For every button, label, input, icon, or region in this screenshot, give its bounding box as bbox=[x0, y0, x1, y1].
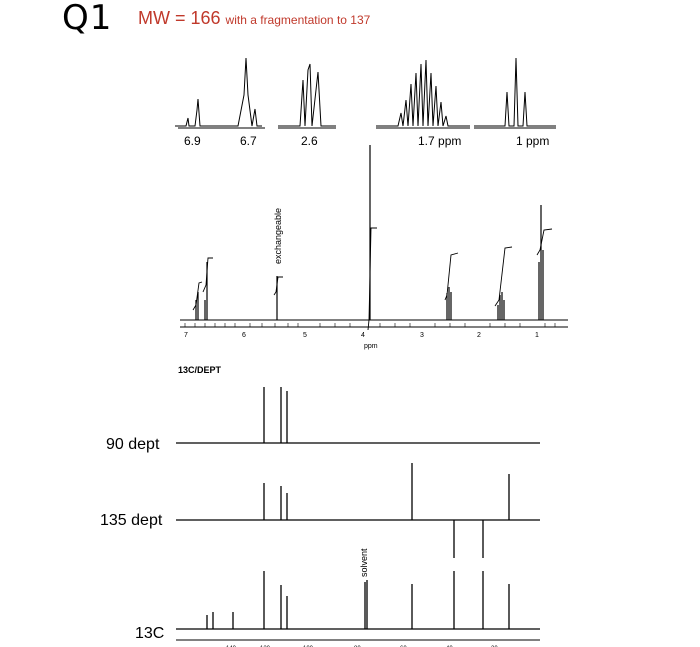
h-tick-3: 3 bbox=[420, 332, 424, 339]
inset-label-1ppm: 1 ppm bbox=[516, 134, 550, 148]
inset-multiplet-trace bbox=[376, 60, 470, 126]
row-label-90dept: 90 dept bbox=[106, 436, 160, 453]
inset-triplet-trace bbox=[278, 64, 336, 126]
inset-label-1.7: 1.7 ppm bbox=[418, 134, 462, 148]
row-label-13c: 13C bbox=[135, 625, 165, 642]
solvent-label: solvent bbox=[359, 548, 369, 577]
mw-fragment-note: with a fragmentation to 137 bbox=[225, 13, 371, 27]
h-tick-7: 7 bbox=[184, 332, 188, 339]
h-tick-4: 4 bbox=[361, 332, 365, 339]
h-nmr-spectrum bbox=[180, 145, 568, 330]
h-tick-5: 5 bbox=[303, 332, 307, 339]
h-tick-6: 6 bbox=[242, 332, 246, 339]
inset-1ppm-trace bbox=[474, 58, 556, 126]
inset-label-6.7: 6.7 bbox=[240, 134, 257, 148]
row-label-135dept: 135 dept bbox=[100, 512, 163, 529]
h-nmr-insets bbox=[175, 58, 556, 128]
integral-exch bbox=[274, 277, 283, 295]
inset-label-2.6: 2.6 bbox=[301, 134, 318, 148]
mw-value: MW = 166 bbox=[138, 8, 221, 28]
inset-label-6.9: 6.9 bbox=[184, 134, 201, 148]
dept135-negative-peaks bbox=[454, 520, 483, 558]
c13-peaks bbox=[207, 571, 509, 629]
h-axis-unit: ppm bbox=[364, 343, 378, 350]
h-tick-1: 1 bbox=[535, 332, 539, 339]
dept135-peaks bbox=[264, 463, 509, 520]
h-nmr-axis-minor-ticks bbox=[185, 323, 555, 327]
inset-aromatic-trace bbox=[175, 58, 262, 126]
integral-3.8 bbox=[368, 228, 377, 330]
integral-6.7 bbox=[203, 258, 213, 292]
dept90-peaks bbox=[264, 387, 287, 443]
c-dept-header: 13C/DEPT bbox=[178, 365, 222, 375]
integral-1.0 bbox=[537, 229, 552, 255]
question-number: Q1 bbox=[62, 0, 113, 38]
h-tick-2: 2 bbox=[477, 332, 481, 339]
exchangeable-label: exchangeable bbox=[273, 207, 283, 264]
integral-1.7 bbox=[495, 247, 512, 306]
